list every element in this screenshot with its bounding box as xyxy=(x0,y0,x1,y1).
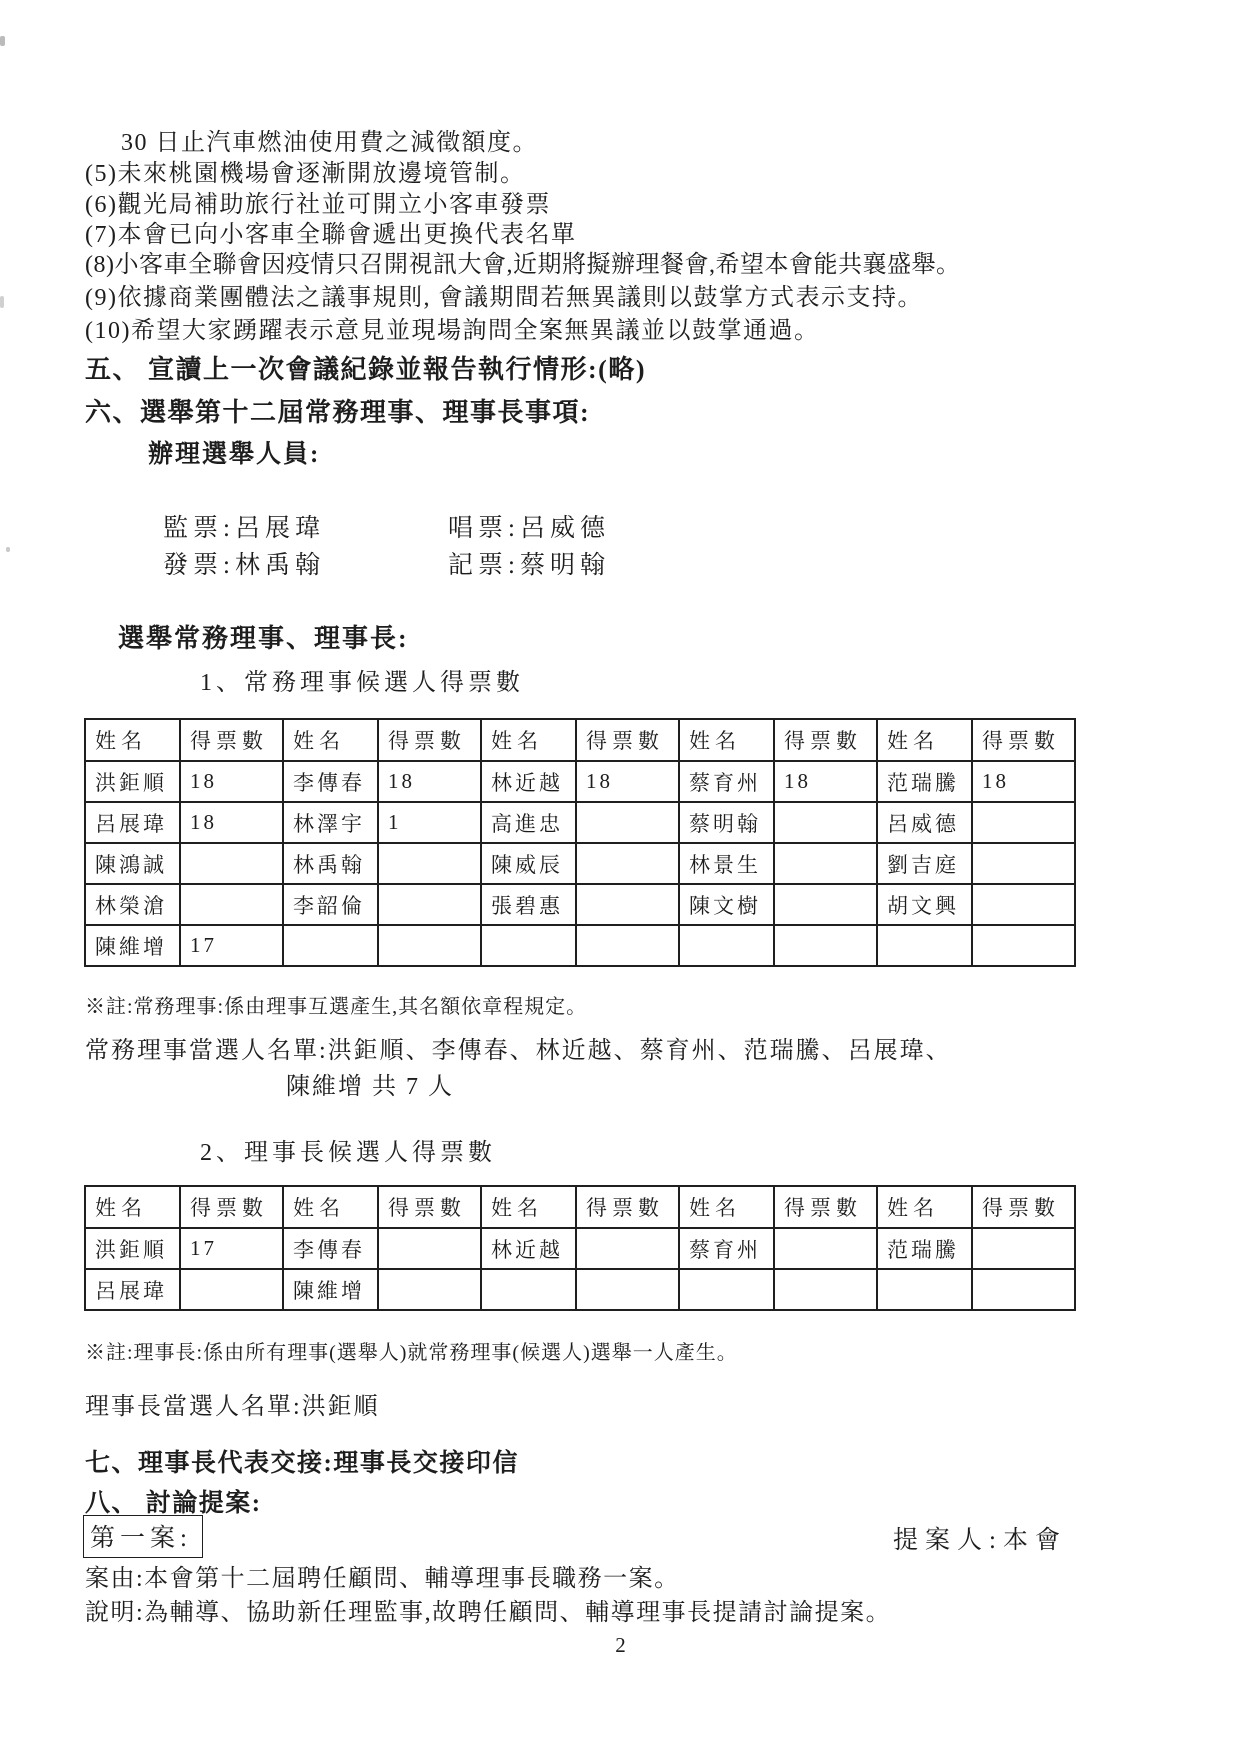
table-cell xyxy=(378,884,481,925)
table-cell: 18 xyxy=(180,761,283,802)
table-header-row xyxy=(85,719,1075,761)
table-cell: 18 xyxy=(180,802,283,843)
table-cell: 呂展瑋 xyxy=(85,802,180,843)
section-eight-heading: 八、 討論提案: xyxy=(85,1490,262,1517)
table-cell: 18 xyxy=(378,761,481,802)
table-cell: 范瑞騰 xyxy=(877,1228,972,1269)
table-header-cell: 得票數 xyxy=(378,719,481,761)
table-cell: 18 xyxy=(774,761,877,802)
table-cell: 張碧惠 xyxy=(481,884,576,925)
table-cell: 蔡育州 xyxy=(679,1228,774,1269)
staff-recorder: 記票:蔡明翰 xyxy=(448,552,610,579)
table1-note: ※註:常務理事:係由理事互選產生,其名額依章程規定。 xyxy=(85,996,588,1018)
section-six-heading: 六、選舉第十二屆常務理事、理事長事項: xyxy=(85,398,591,427)
table-header-cell: 得票數 xyxy=(972,1186,1075,1228)
table-cell: 18 xyxy=(576,761,679,802)
proposer-label: 提案人:本會 xyxy=(893,1527,1067,1554)
chairman-winner: 理事長當選人名單:洪鉅順 xyxy=(85,1394,380,1420)
table-header-cell: 姓名 xyxy=(877,719,972,761)
election-staff-heading: 辦理選舉人員: xyxy=(148,441,321,468)
table-cell xyxy=(283,925,378,966)
table-cell xyxy=(774,1269,877,1310)
table-cell: 陳維增 xyxy=(283,1269,378,1310)
table-cell xyxy=(576,1228,679,1269)
table-cell xyxy=(180,1269,283,1310)
table-cell: 陳鴻誠 xyxy=(85,843,180,884)
table-cell: 林澤宇 xyxy=(283,802,378,843)
table-cell xyxy=(576,1269,679,1310)
table-row xyxy=(85,843,1075,884)
table-cell: 李傳春 xyxy=(283,1228,378,1269)
proposal-explanation: 說明:為輔導、協助新任理監事,故聘任顧問、輔導理事長提請討論提案。 xyxy=(85,1600,892,1626)
table-header-cell: 得票數 xyxy=(774,1186,877,1228)
report-item-9: (9)依據商業團體法之議事規則, 會議期間若無異議則以鼓掌方式表示支持。 xyxy=(85,285,923,311)
staff-caller: 唱票:呂威德 xyxy=(448,515,610,542)
table-cell xyxy=(481,925,576,966)
table-cell xyxy=(576,925,679,966)
table-cell xyxy=(972,884,1075,925)
table-row xyxy=(85,802,1075,843)
table-cell xyxy=(378,1228,481,1269)
table-cell xyxy=(972,925,1075,966)
table-cell: 林近越 xyxy=(481,761,576,802)
election-heading: 選舉常務理事、理事長: xyxy=(118,624,409,653)
table-header-cell: 姓名 xyxy=(283,1186,378,1228)
table-cell xyxy=(877,1269,972,1310)
standing-directors-winners-line2: 陳維增 共 7 人 xyxy=(286,1074,454,1100)
table-cell: 李韶倫 xyxy=(283,884,378,925)
table-cell: 洪鉅順 xyxy=(85,1228,180,1269)
table-cell xyxy=(972,843,1075,884)
table-header-cell: 得票數 xyxy=(972,719,1075,761)
table-cell: 17 xyxy=(180,925,283,966)
page-number: 2 xyxy=(615,1633,626,1657)
table-cell xyxy=(378,925,481,966)
report-item-7: (7)本會已向小客車全聯會遞出更換代表名單 xyxy=(85,222,577,248)
report-item-6: (6)觀光局補助旅行社並可開立小客車發票 xyxy=(85,192,551,218)
table2-title: 2、理事長候選人得票數 xyxy=(200,1140,496,1166)
table-row xyxy=(85,1269,1075,1310)
table-cell: 陳威辰 xyxy=(481,843,576,884)
case-one-label: 第一案: xyxy=(83,1515,203,1558)
table-cell: 林景生 xyxy=(679,843,774,884)
table-cell: 呂威德 xyxy=(877,802,972,843)
table-cell: 胡文興 xyxy=(877,884,972,925)
table-cell xyxy=(180,843,283,884)
report-item-5: (5)未來桃園機場會逐漸開放邊境管制。 xyxy=(85,161,526,187)
table2-note: ※註:理事長:係由所有理事(選舉人)就常務理事(候選人)選舉一人產生。 xyxy=(85,1342,738,1364)
table-cell xyxy=(679,925,774,966)
table-header-cell: 姓名 xyxy=(679,719,774,761)
report-item-8: (8)小客車全聯會因疫情只召開視訊大會,近期將擬辦理餐會,希望本會能共襄盛舉。 xyxy=(85,252,961,278)
table-cell xyxy=(774,802,877,843)
table-header-cell: 姓名 xyxy=(877,1186,972,1228)
scan-artifact xyxy=(6,547,10,552)
report-item-continuation: 30 日止汽車燃油使用費之減徵額度。 xyxy=(121,130,538,156)
table-cell: 呂展瑋 xyxy=(85,1269,180,1310)
table-cell xyxy=(378,1269,481,1310)
proposal-subject: 案由:本會第十二屆聘任顧問、輔導理事長職務一案。 xyxy=(85,1566,680,1592)
table-cell: 林禹翰 xyxy=(283,843,378,884)
table-cell: 劉吉庭 xyxy=(877,843,972,884)
table1-title: 1、常務理事候選人得票數 xyxy=(200,670,524,696)
chairman-vote-table xyxy=(84,1185,1076,1311)
table-header-cell: 姓名 xyxy=(85,1186,180,1228)
table-cell xyxy=(774,1228,877,1269)
scan-artifact xyxy=(0,296,4,308)
table-cell: 李傳春 xyxy=(283,761,378,802)
table-cell xyxy=(576,884,679,925)
scan-artifact xyxy=(0,36,5,46)
table-header-cell: 得票數 xyxy=(180,1186,283,1228)
report-item-10: (10)希望大家踴躍表示意見並現場詢問全案無異議並以鼓掌通過。 xyxy=(85,318,820,344)
table-header-cell: 得票數 xyxy=(576,719,679,761)
table-header-row xyxy=(85,1186,1075,1228)
table-cell: 林榮滄 xyxy=(85,884,180,925)
table-header-cell: 得票數 xyxy=(378,1186,481,1228)
table-cell xyxy=(972,802,1075,843)
standing-directors-vote-table xyxy=(84,718,1076,967)
table-row xyxy=(85,1228,1075,1269)
table-header-cell: 得票數 xyxy=(180,719,283,761)
table-cell xyxy=(378,843,481,884)
table-header-cell: 得票數 xyxy=(774,719,877,761)
table-header-cell: 得票數 xyxy=(576,1186,679,1228)
staff-distributor: 發票:林禹翰 xyxy=(163,552,325,579)
table-cell xyxy=(774,843,877,884)
table-header-cell: 姓名 xyxy=(481,1186,576,1228)
table-cell xyxy=(774,925,877,966)
table-cell xyxy=(576,802,679,843)
table-cell: 陳文樹 xyxy=(679,884,774,925)
table-cell: 17 xyxy=(180,1228,283,1269)
table-cell: 林近越 xyxy=(481,1228,576,1269)
table-cell xyxy=(877,925,972,966)
section-seven-heading: 七、理事長代表交接:理事長交接印信 xyxy=(85,1450,519,1477)
table-cell: 1 xyxy=(378,802,481,843)
table-row xyxy=(85,925,1075,966)
table-header-cell: 姓名 xyxy=(679,1186,774,1228)
table-header-cell: 姓名 xyxy=(481,719,576,761)
table-cell xyxy=(972,1228,1075,1269)
table-cell xyxy=(481,1269,576,1310)
table-header-cell: 姓名 xyxy=(283,719,378,761)
table-cell: 蔡明翰 xyxy=(679,802,774,843)
table-cell: 陳維增 xyxy=(85,925,180,966)
table-cell xyxy=(180,884,283,925)
table-cell xyxy=(576,843,679,884)
staff-supervisor: 監票:呂展瑋 xyxy=(163,515,325,542)
table-row xyxy=(85,884,1075,925)
table-row xyxy=(85,761,1075,802)
table-cell: 范瑞騰 xyxy=(877,761,972,802)
table-cell xyxy=(679,1269,774,1310)
table-cell: 高進忠 xyxy=(481,802,576,843)
table-cell: 洪鉅順 xyxy=(85,761,180,802)
table-header-cell: 姓名 xyxy=(85,719,180,761)
standing-directors-winners-line1: 常務理事當選人名單:洪鉅順、李傳春、林近越、蔡育州、范瑞騰、呂展瑋、 xyxy=(85,1038,952,1064)
table-cell xyxy=(972,1269,1075,1310)
section-five-heading: 五、 宣讀上一次會議紀錄並報告執行情形:(略) xyxy=(85,355,646,384)
table-cell: 18 xyxy=(972,761,1075,802)
table-cell: 蔡育州 xyxy=(679,761,774,802)
table-cell xyxy=(774,884,877,925)
